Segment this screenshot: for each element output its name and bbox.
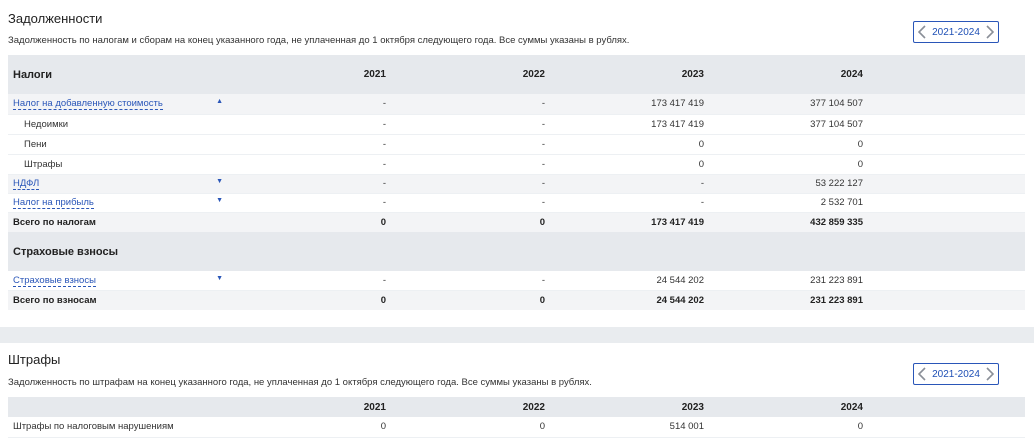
fines-subtitle: Задолженность по штрафам на конец указанного года, не уплаченная до 1 октября следующего года. Все суммы указаны в рублях. xyxy=(8,377,592,388)
value-cell: - xyxy=(545,174,704,193)
taxes-section-title: Налоги xyxy=(8,55,228,94)
value-cell: - xyxy=(228,154,386,174)
value-cell: 0 xyxy=(704,154,863,174)
fines-card xyxy=(0,343,1034,446)
year-header: 2021 xyxy=(228,397,386,417)
value-cell: 377 104 507 xyxy=(704,114,863,134)
value-cell: - xyxy=(228,134,386,154)
value-cell: 24 544 202 xyxy=(545,271,704,290)
debts-table xyxy=(8,55,1025,310)
value-cell: 514 001 xyxy=(545,417,704,437)
vat-link[interactable]: Налог на добавленную стоимость xyxy=(13,98,163,110)
value-cell: 0 xyxy=(704,417,863,437)
value-cell: 0 xyxy=(386,212,545,232)
value-cell: 0 xyxy=(545,134,704,154)
value-cell: 0 xyxy=(228,290,386,310)
caret-up-icon[interactable]: ▲ xyxy=(216,98,223,106)
profit-cell xyxy=(8,193,228,212)
value-cell: 2 532 701 xyxy=(704,193,863,212)
fines-title: Штрафы xyxy=(8,352,61,367)
fines-header-row xyxy=(8,397,1025,417)
value-cell: - xyxy=(228,193,386,212)
table-row-taxes-total xyxy=(8,212,1025,232)
value-cell: - xyxy=(386,271,545,290)
insurance-section-title: Страховые взносы xyxy=(8,232,228,271)
year-header: 2021 xyxy=(228,55,386,94)
table-row-vat-arrears xyxy=(8,114,1025,134)
row-label: Штрафы xyxy=(8,154,228,174)
row-label: Всего по налогам xyxy=(8,212,228,232)
value-cell: - xyxy=(228,174,386,193)
value-cell: - xyxy=(386,114,545,134)
caret-down-icon[interactable]: ▼ xyxy=(216,274,223,282)
row-label: Недоимки xyxy=(8,114,228,134)
value-cell: 231 223 891 xyxy=(704,271,863,290)
table-row-vat-penalties xyxy=(8,134,1025,154)
insurance-link[interactable]: Страховые взносы xyxy=(13,274,96,286)
value-cell: - xyxy=(386,154,545,174)
value-cell: 53 222 127 xyxy=(704,174,863,193)
value-cell: - xyxy=(386,94,545,114)
table-row-insurance-total xyxy=(8,290,1025,310)
chevron-right-icon[interactable] xyxy=(984,366,996,382)
value-cell: 0 xyxy=(545,154,704,174)
chevron-left-icon[interactable] xyxy=(916,366,928,382)
value-cell: - xyxy=(228,94,386,114)
value-cell: 0 xyxy=(386,290,545,310)
fines-period-label: 2021-2024 xyxy=(932,368,980,380)
ndfl-cell xyxy=(8,174,228,193)
row-label: Штрафы по налоговым нарушениям xyxy=(8,417,228,437)
taxes-header-row xyxy=(8,55,1025,94)
section-divider xyxy=(0,327,1034,343)
table-row-vat xyxy=(8,94,1025,114)
value-cell: 24 544 202 xyxy=(545,290,704,310)
value-cell: 0 xyxy=(704,134,863,154)
table-row-tax-violations xyxy=(8,417,1025,437)
table-row-insurance xyxy=(8,271,1025,290)
value-cell: - xyxy=(545,193,704,212)
year-header: 2023 xyxy=(545,55,704,94)
table-row-ndfl xyxy=(8,174,1025,193)
value-cell: - xyxy=(228,114,386,134)
year-header: 2023 xyxy=(545,397,704,417)
fines-period-selector xyxy=(913,363,999,385)
value-cell: 432 859 335 xyxy=(704,212,863,232)
value-cell: 377 104 507 xyxy=(704,94,863,114)
value-cell: 0 xyxy=(228,417,386,437)
debts-title: Задолженности xyxy=(8,11,103,26)
year-header: 2024 xyxy=(704,55,863,94)
value-cell: 231 223 891 xyxy=(704,290,863,310)
caret-down-icon[interactable]: ▼ xyxy=(216,178,223,185)
debts-period-label: 2021-2024 xyxy=(932,26,980,38)
year-header: 2024 xyxy=(704,397,863,417)
year-header: 2022 xyxy=(386,55,545,94)
caret-down-icon[interactable]: ▼ xyxy=(216,197,223,204)
chevron-right-icon[interactable] xyxy=(984,24,996,40)
debts-period-selector xyxy=(913,21,999,43)
ndfl-link[interactable]: НДФЛ xyxy=(13,178,40,189)
value-cell: 0 xyxy=(386,417,545,437)
vat-cell xyxy=(8,94,228,114)
chevron-left-icon[interactable] xyxy=(916,24,928,40)
value-cell: 0 xyxy=(228,212,386,232)
value-cell: - xyxy=(386,174,545,193)
value-cell: 173 417 419 xyxy=(545,114,704,134)
value-cell: 173 417 419 xyxy=(545,94,704,114)
debts-subtitle: Задолженность по налогам и сборам на конец указанного года, не уплаченная до 1 октября следующего года. Все суммы указаны в рублях. xyxy=(8,35,630,46)
insurance-cell xyxy=(8,271,228,290)
value-cell: - xyxy=(386,134,545,154)
year-header: 2022 xyxy=(386,397,545,417)
profit-link[interactable]: Налог на прибыль xyxy=(13,197,94,208)
fines-table xyxy=(8,397,1025,438)
row-label: Всего по взносам xyxy=(8,290,228,310)
value-cell: - xyxy=(386,193,545,212)
value-cell: - xyxy=(228,271,386,290)
table-row-profit xyxy=(8,193,1025,212)
value-cell: 173 417 419 xyxy=(545,212,704,232)
table-row-vat-fines xyxy=(8,154,1025,174)
insurance-header-row xyxy=(8,232,1025,271)
row-label: Пени xyxy=(8,134,228,154)
